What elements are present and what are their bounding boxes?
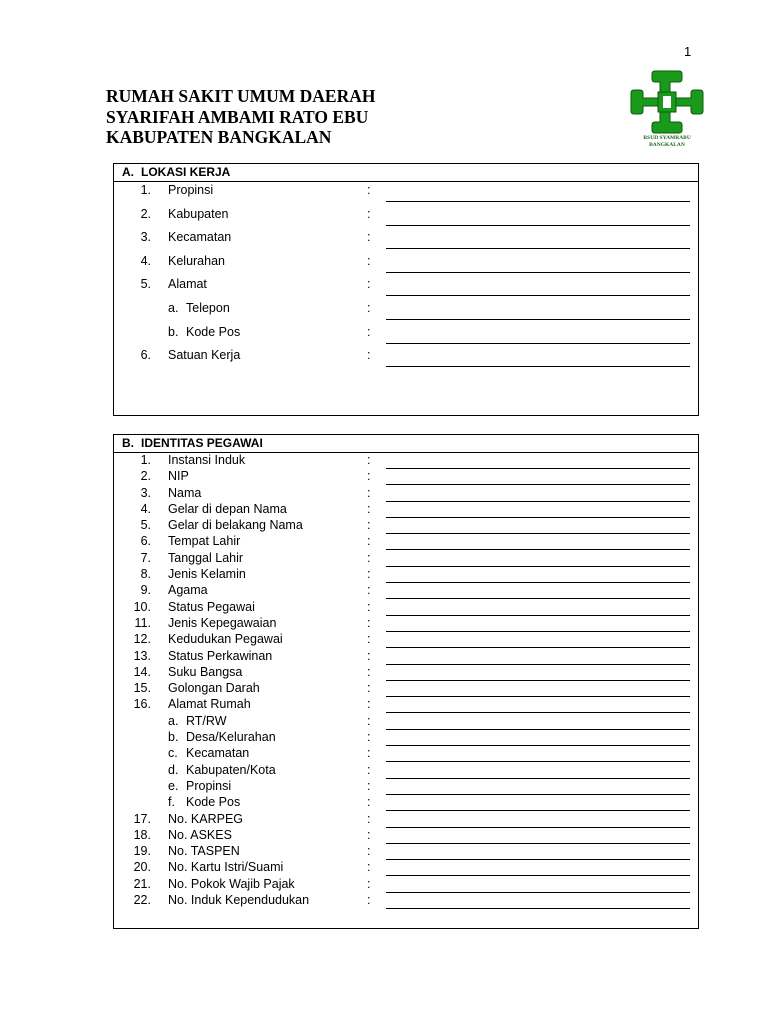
row-label: Nama [168,485,202,500]
form-row [114,893,698,909]
fill-in-line[interactable] [386,201,690,202]
form-row [114,844,698,860]
row-label: Kelurahan [168,253,225,268]
row-colon: : [367,893,371,908]
row-label: Propinsi [168,183,214,197]
row-number: 1. [140,453,151,467]
row-label: No. Kartu Istri/Suami [168,860,284,875]
row-number: 2. [140,469,151,484]
section-letter: A. [122,165,134,179]
row-colon: : [367,632,371,647]
row-colon: : [367,253,371,268]
row-number: 17. [133,811,151,826]
row-number: 6. [140,348,151,363]
form-row [114,632,698,648]
row-colon: : [367,230,371,245]
form-row [114,779,698,795]
row-colon: : [367,860,371,875]
organization-title-line: SYARIFAH AMBAMI RATO EBU [106,106,369,127]
row-label: Status Pegawai [168,599,255,614]
fill-in-line[interactable] [386,908,690,909]
row-number: 22. [133,893,151,908]
form-row [114,649,698,665]
row-colon: : [367,762,371,777]
organization-title-line: KABUPATEN BANGKALAN [106,127,332,147]
row-colon: : [367,583,371,598]
row-label: Tempat Lahir [168,534,241,549]
row-label: Kecamatan [168,230,232,245]
row-number: 21. [133,876,151,891]
row-number: 11. [134,615,151,630]
form-row [114,534,698,550]
organization-title-line: RUMAH SAKIT UMUM DAERAH [106,86,376,106]
form-row [114,730,698,746]
fill-in-line[interactable] [386,295,690,296]
row-number: 9. [140,583,151,598]
row-number: 5. [140,277,151,292]
row-sub-letter: a. [168,300,179,315]
row-number: 4. [140,501,151,516]
section-title: LOKASI KERJA [141,165,231,179]
row-colon: : [367,183,371,197]
form-row [114,828,698,844]
page-number: 1 [684,44,692,59]
section-rows [114,453,698,909]
form-row [114,518,698,534]
form-row [114,795,698,811]
row-label: Golongan Darah [168,681,260,696]
row-colon: : [367,485,371,500]
form-row [114,486,698,502]
row-sub-letter: a. [168,713,179,728]
row-label: Propinsi [186,778,232,793]
fill-in-line[interactable] [386,272,690,273]
form-row [114,877,698,893]
row-colon: : [367,300,371,315]
row-label: Agama [168,583,208,598]
row-label: Gelar di depan Nama [168,501,287,516]
row-label: Kedudukan Pegawai [168,632,283,647]
row-colon: : [367,713,371,728]
row-colon: : [367,348,371,363]
row-label: Alamat [168,277,207,292]
row-label: Satuan Kerja [168,348,241,363]
form-row [114,276,698,300]
row-number: 12. [133,632,151,647]
row-number: 16. [133,697,151,712]
row-colon: : [367,648,371,663]
row-number: 2. [140,206,151,221]
form-row [114,229,698,253]
row-colon: : [367,206,371,221]
fill-in-line[interactable] [386,319,690,320]
row-label: No. KARPEG [168,811,244,826]
row-label: Instansi Induk [168,453,246,467]
row-number: 20. [133,860,151,875]
row-label: Tanggal Lahir [168,550,244,565]
row-number: 19. [133,844,151,859]
row-sub-letter: b. [168,324,179,339]
fill-in-line[interactable] [386,343,690,344]
logo-text [630,135,704,148]
form-row [114,206,698,230]
row-number: 13. [133,648,151,663]
row-sub-letter: f. [168,795,175,810]
row-number: 10. [133,599,151,614]
row-colon: : [367,501,371,516]
row-sub-letter: c. [168,746,178,761]
form-row [114,502,698,518]
form-row [114,567,698,583]
row-label: Status Perkawinan [168,648,273,663]
fill-in-line[interactable] [386,366,690,367]
row-label: Kode Pos [186,324,241,339]
row-sub-letter: b. [168,730,179,745]
row-label: RT/RW [186,713,227,728]
row-label: No. Induk Kependudukan [168,893,310,908]
form-row [114,253,698,277]
row-colon: : [367,534,371,549]
row-number: 18. [133,827,151,842]
form-row [114,763,698,779]
row-sub-letter: e. [168,778,179,793]
row-colon: : [367,730,371,745]
form-row [114,616,698,632]
row-colon: : [367,518,371,533]
form-row [114,182,698,206]
row-number: 3. [140,485,151,500]
row-number: 8. [140,567,151,582]
section-lokasi-kerja [113,163,699,416]
section-header [114,164,698,182]
logo-text-line: RSUD SYAMRABU [643,135,691,141]
row-number: 14. [133,664,151,679]
hospital-logo [630,70,704,152]
form-row [114,665,698,681]
form-row [114,697,698,713]
row-colon: : [367,778,371,793]
row-label: No. Pokok Wajib Pajak [168,876,295,891]
row-colon: : [367,844,371,859]
fill-in-line[interactable] [386,225,690,226]
row-number: 4. [140,253,151,268]
row-label: Telepon [186,300,230,315]
row-colon: : [367,746,371,761]
rsud-green-cross-logo-icon [630,70,704,134]
row-colon: : [367,876,371,891]
form-row [114,714,698,730]
section-rows [114,182,698,371]
row-colon: : [367,453,371,467]
form-row [114,300,698,324]
row-label: Desa/Kelurahan [186,730,276,745]
row-colon: : [367,599,371,614]
row-colon: : [367,681,371,696]
row-label: Kabupaten [168,206,229,221]
row-number: 15. [133,681,151,696]
row-label: Gelar di belakang Nama [168,518,303,533]
row-colon: : [367,567,371,582]
form-row [114,812,698,828]
row-number: 1. [140,183,151,197]
row-label: Jenis Kelamin [168,567,246,582]
row-number: 3. [140,230,151,245]
row-label: Kabupaten/Kota [186,762,276,777]
row-number: 6. [140,534,151,549]
section-letter: B. [122,436,134,450]
row-number: 5. [140,518,151,533]
row-colon: : [367,827,371,842]
row-label: Jenis Kepegawaian [168,615,277,630]
row-colon: : [367,469,371,484]
row-number: 7. [140,550,151,565]
form-row [114,746,698,762]
row-colon: : [367,697,371,712]
row-sub-letter: d. [168,762,179,777]
section-identitas-pegawai [113,434,699,929]
section-title: IDENTITAS PEGAWAI [141,436,263,450]
form-row [114,469,698,485]
row-label: No. ASKES [168,827,232,842]
row-colon: : [367,811,371,826]
row-colon: : [367,795,371,810]
form-row [114,453,698,469]
row-label: Kecamatan [186,746,250,761]
fill-in-line[interactable] [386,248,690,249]
row-label: Suku Bangsa [168,664,243,679]
form-row [114,347,698,371]
form-row [114,324,698,348]
row-colon: : [367,615,371,630]
row-colon: : [367,664,371,679]
row-colon: : [367,550,371,565]
row-colon: : [367,324,371,339]
form-row [114,600,698,616]
form-row [114,860,698,876]
row-label: No. TASPEN [168,844,240,859]
form-row [114,681,698,697]
row-label: Alamat Rumah [168,697,251,712]
form-row [114,551,698,567]
row-colon: : [367,277,371,292]
logo-text-line: BANGKALAN [649,141,685,148]
section-header [114,435,698,453]
row-label: Kode Pos [186,795,241,810]
row-label: NIP [168,469,189,484]
form-row [114,583,698,599]
organization-title [106,86,375,148]
